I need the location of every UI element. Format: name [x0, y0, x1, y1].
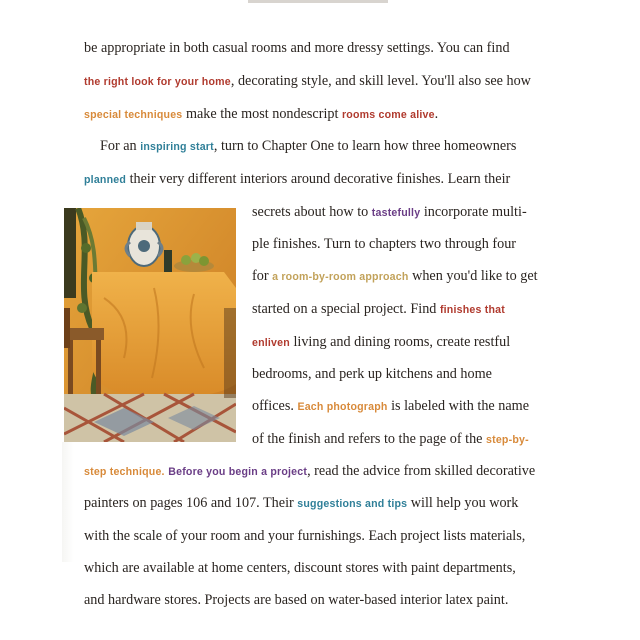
text-line — [84, 169, 534, 190]
text-run: bedrooms, and perk up kitchens and home — [252, 366, 492, 382]
text-line — [84, 461, 534, 482]
text-line — [252, 332, 534, 353]
text-run: their very different interiors around decorative finishes. Learn their — [126, 171, 511, 187]
highlight-phrase: rooms come alive — [341, 109, 435, 121]
text-line — [252, 396, 534, 417]
text-line — [84, 104, 534, 125]
text-line — [84, 71, 534, 92]
photo-shadow — [62, 442, 74, 562]
highlight-phrase: inspiring start — [140, 141, 214, 153]
text-line — [252, 299, 534, 320]
highlight-phrase: a room-by-room approach — [272, 271, 409, 283]
highlight-phrase: planned — [84, 174, 127, 186]
text-run: secrets about how to — [252, 204, 372, 220]
text-run: , read the advice from skilled decorative — [307, 463, 536, 479]
text-run: started on a special project. Find — [252, 301, 440, 317]
highlight-phrase: enliven — [252, 337, 290, 349]
text-run: be appropriate in both casual rooms and more dressy settings. You can find — [84, 40, 510, 56]
highlight-phrase: special techniques — [84, 109, 183, 121]
text-line — [252, 234, 534, 254]
page-top-rule — [248, 0, 388, 3]
text-line — [84, 558, 534, 578]
text-run: ple finishes. Turn to chapters two through four — [252, 236, 517, 252]
text-run: when you'd like to get — [408, 268, 538, 284]
text-run: make the most nondescript — [182, 106, 342, 122]
text-line — [252, 364, 534, 384]
highlight-phrase: step-by- — [486, 434, 529, 446]
text-run: with the scale of your room and your furnishings. Each project lists materials, — [84, 528, 526, 544]
text-run: . — [434, 106, 439, 122]
text-line — [84, 136, 550, 157]
text-run: which are available at home centers, discount stores with paint departments, — [84, 560, 516, 576]
text-run: offices. — [252, 398, 298, 414]
text-line — [84, 526, 534, 546]
text-run: for — [252, 268, 273, 284]
text-run: , turn to Chapter One to learn how three homeowners — [213, 138, 517, 154]
text-run: incorporate multi- — [420, 204, 527, 220]
text-run: living and dining rooms, create restful — [289, 334, 511, 350]
highlight-phrase: the right look for your home — [84, 76, 231, 88]
highlight-phrase: suggestions and tips — [297, 498, 408, 510]
text-line — [252, 429, 534, 450]
highlight-phrase: Each photograph — [297, 401, 388, 413]
text-run: is labeled with the name — [387, 398, 529, 414]
text-line — [252, 202, 534, 223]
text-line — [84, 38, 534, 58]
highlight-phrase: tastefully — [371, 207, 421, 219]
text-run: For an — [100, 138, 141, 154]
text-run: of the finish and refers to the page of the — [252, 431, 487, 447]
photo-dining-room-icon — [64, 208, 236, 442]
text-line — [252, 266, 538, 287]
text-run: and hardware stores. Projects are based on water-based interior latex paint. — [84, 592, 509, 608]
text-run: painters on pages 106 and 107. Their — [84, 495, 298, 511]
text-line — [84, 590, 534, 610]
highlight-phrase: step technique. — [84, 466, 165, 478]
text-run: , decorating style, and skill level. You'll also see how — [230, 73, 531, 89]
dining-room-photo — [64, 208, 236, 442]
text-line — [84, 493, 534, 514]
text-run: will help you work — [407, 495, 519, 511]
highlight-phrase: finishes that — [439, 304, 505, 316]
highlight-phrase: Before you begin a project — [168, 466, 308, 478]
